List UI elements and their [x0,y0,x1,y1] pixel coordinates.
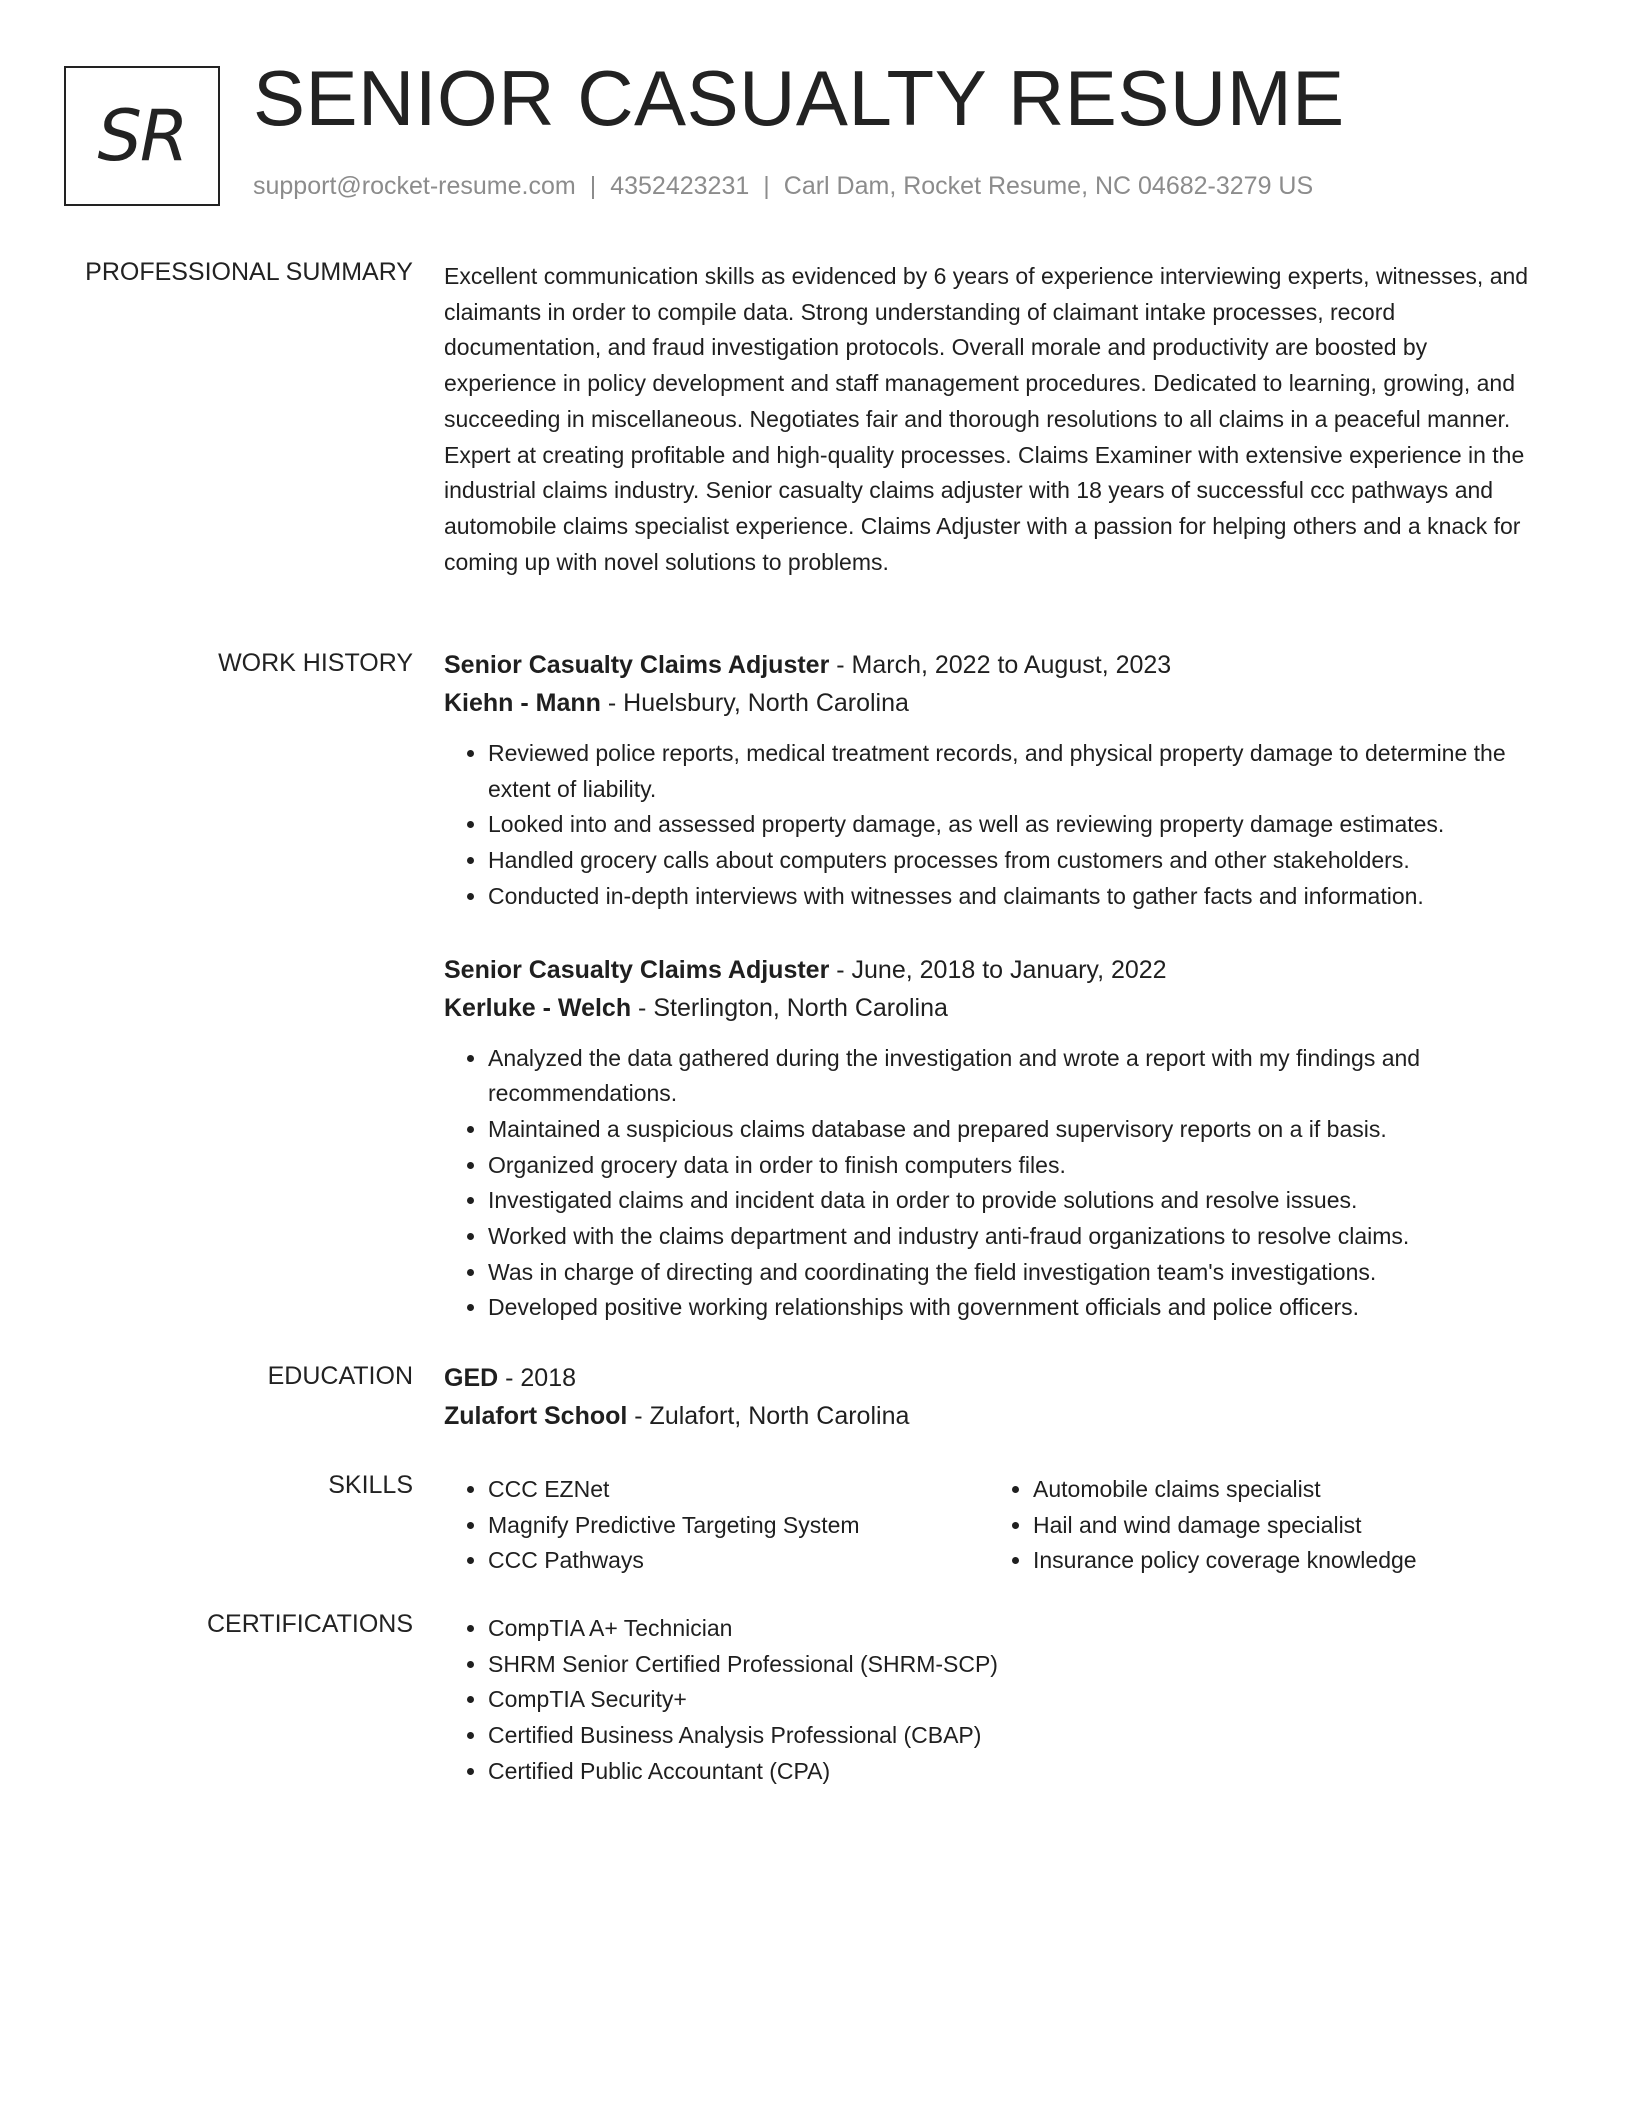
section-heading-skills: SKILLS [328,1471,413,1499]
skills-column-right [989,1472,1534,1579]
list-item: • Analyzed the data gathered during the investigation and wrote a report with my findings and recommendations. [488,1041,1544,1112]
job-company: Kiehn - Mann [444,689,601,717]
job-location: - Sterlington, North Carolina [631,993,948,1022]
list-item: • Magnify Predictive Targeting System [488,1508,989,1544]
list-item: • Hail and wind damage specialist [1033,1508,1534,1544]
list-item: • Certified Public Accountant (CPA) [488,1754,1544,1790]
list-item: • Reviewed police reports, medical treatment records, and physical property damage to determine the extent of liability. [488,736,1544,807]
list-item: • Certified Business Analysis Professional (CBAP) [488,1718,1544,1754]
list-item: • Conducted in-depth interviews with witnesses and claimants to gather facts and information. [488,879,1544,915]
skills-list [989,1472,1534,1579]
summary-body [444,259,1544,580]
contact-address: Carl Dam, Rocket Resume, NC 04682-3279 US [783,172,1314,200]
section-heading-education: EDUCATION [267,1362,413,1390]
job-entry [444,646,1544,915]
contact-separator: | [763,172,770,200]
skills-list [444,1472,989,1579]
job-dates: - March, 2022 to August, 2023 [829,651,1172,679]
list-item: • Automobile claims specialist [1033,1472,1534,1508]
job-company-line [444,989,1544,1027]
monogram-box [64,66,220,206]
skills-body [444,1472,1544,1579]
job-entry [444,951,1544,1327]
job-company-line [444,684,1544,722]
list-item: • Organized grocery data in order to finish computers files. [488,1148,1544,1184]
list-item: • SHRM Senior Certified Professional (SHRM-SCP) [488,1647,1544,1683]
education-location: - Zulafort, North Carolina [627,1402,910,1430]
education-school-line [444,1397,1544,1435]
contact-line [253,172,1313,201]
list-item: • Was in charge of directing and coordinating the field investigation team's investigations. [488,1255,1544,1291]
list-item: • Handled grocery calls about computers processes from customers and other stakeholders. [488,843,1544,879]
contact-separator: | [589,172,597,200]
job-title-line [444,951,1544,989]
summary-text: Excellent communication skills as evidenced by 6 years of experience interviewing experts, witnesses, and claimants in order to compile data. Strong understanding of claimant intake processes, record documentation, and fraud investigation protocols. Overall morale and productivity are boosted by experience in policy development and staff management procedures. Dedicated to learning, growing, and succeeding in miscellaneous. Negotiates fair and thorough resolutions to all claims in a peaceful manner. Expert at creating profitable and high-quality processes. Claims Examiner with extensive experience in the industrial claims industry. Senior casualty claims adjuster with 18 years of successful ccc pathways and automobile claims specialist experience. Claims Adjuster with a passion for helping others and a knack for coming up with novel solutions to problems. [444,263,1529,575]
section-heading-work-history: WORK HISTORY [218,649,413,677]
job-duties-list [444,736,1544,915]
list-item: • CompTIA A+ Technician [488,1611,1544,1647]
job-duties-list [444,1041,1544,1327]
list-item: • CCC EZNet [488,1472,989,1508]
job-title: Senior Casualty Claims Adjuster [444,955,830,984]
education-year: - 2018 [498,1364,577,1392]
list-item: • Maintained a suspicious claims database and prepared supervisory reports on a if basis. [488,1112,1544,1148]
skills-column-left [444,1472,989,1579]
job-company: Kerluke - Welch [444,993,632,1022]
education-degree-line [444,1359,1544,1397]
section-heading-certifications: CERTIFICATIONS [206,1610,413,1638]
certifications-list [444,1611,1544,1790]
job-dates: - June, 2018 to January, 2022 [829,955,1167,984]
list-item: • Investigated claims and incident data in order to provide solutions and resolve issues. [488,1183,1544,1219]
monogram-initials: SR [97,95,187,177]
list-item: • Worked with the claims department and industry anti-fraud organizations to resolve claims. [488,1219,1544,1255]
list-item: • Looked into and assessed property damage, as well as reviewing property damage estimates. [488,807,1544,843]
work-history-body [444,646,1544,1326]
page-title: SENIOR CASUALTY RESUME [253,54,1345,142]
contact-email: support@rocket-resume.com [253,172,576,200]
skills-grid [444,1472,1544,1579]
section-heading-summary: PROFESSIONAL SUMMARY [85,258,413,286]
job-title-line [444,646,1544,684]
education-school: Zulafort School [444,1402,628,1430]
education-degree: GED [444,1364,499,1392]
list-item: • CCC Pathways [488,1543,989,1579]
job-title: Senior Casualty Claims Adjuster [444,651,830,679]
education-body [444,1359,1544,1435]
contact-phone: 4352423231 [610,172,750,200]
list-item: • Developed positive working relationships with government officials and police officers. [488,1290,1544,1326]
job-location: - Huelsbury, North Carolina [600,689,909,717]
list-item: • CompTIA Security+ [488,1682,1544,1718]
list-item: • Insurance policy coverage knowledge [1033,1543,1534,1579]
certifications-body [444,1611,1544,1790]
